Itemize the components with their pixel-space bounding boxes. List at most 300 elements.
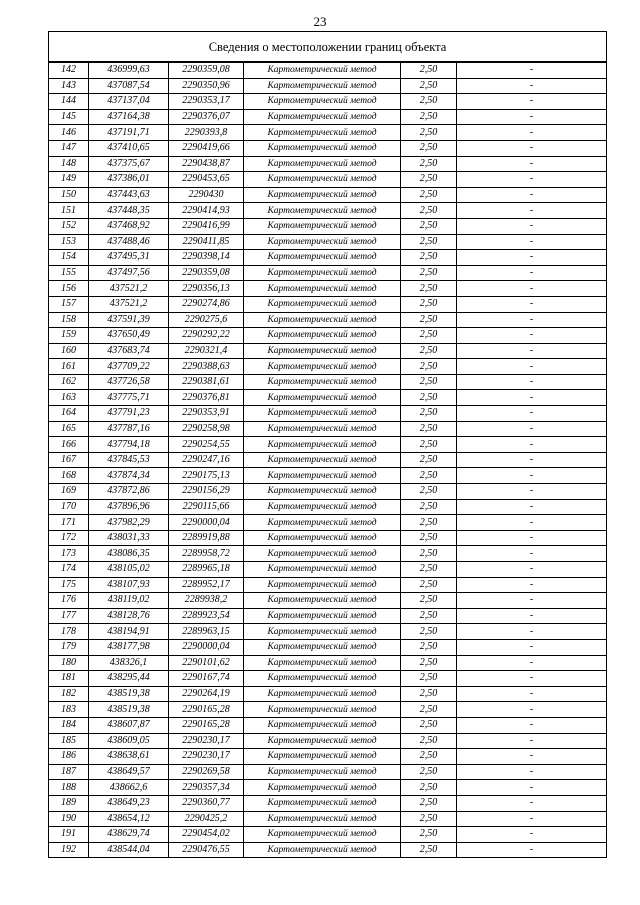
x-coordinate-cell: 437726,58 — [89, 374, 169, 390]
x-coordinate-cell: 437375,67 — [89, 156, 169, 172]
x-coordinate-cell: 438105,02 — [89, 562, 169, 578]
y-coordinate-cell: 2289958,72 — [169, 546, 244, 562]
accuracy-cell: 2,50 — [401, 764, 457, 780]
point-number-cell: 166 — [49, 437, 89, 453]
accuracy-cell: 2,50 — [401, 795, 457, 811]
y-coordinate-cell: 2290360,77 — [169, 795, 244, 811]
x-coordinate-cell: 437775,71 — [89, 390, 169, 406]
method-cell: Картометрический метод — [244, 312, 401, 328]
table-row — [49, 203, 607, 219]
description-cell: - — [457, 671, 607, 687]
table-row — [49, 281, 607, 297]
x-coordinate-cell: 437443,63 — [89, 187, 169, 203]
method-cell: Картометрический метод — [244, 437, 401, 453]
y-coordinate-cell: 2289965,18 — [169, 562, 244, 578]
method-cell: Картометрический метод — [244, 515, 401, 531]
table-row — [49, 359, 607, 375]
description-cell: - — [457, 62, 607, 78]
y-coordinate-cell: 2289952,17 — [169, 577, 244, 593]
boundary-coordinates-table — [48, 31, 607, 858]
accuracy-cell: 2,50 — [401, 250, 457, 266]
accuracy-cell: 2,50 — [401, 406, 457, 422]
accuracy-cell: 2,50 — [401, 686, 457, 702]
x-coordinate-cell: 438107,93 — [89, 577, 169, 593]
accuracy-cell: 2,50 — [401, 78, 457, 94]
y-coordinate-cell: 2290398,14 — [169, 250, 244, 266]
description-cell: - — [457, 842, 607, 858]
x-coordinate-cell: 437448,35 — [89, 203, 169, 219]
y-coordinate-cell: 2290356,13 — [169, 281, 244, 297]
table-row — [49, 234, 607, 250]
method-cell: Картометрический метод — [244, 577, 401, 593]
table-row — [49, 484, 607, 500]
table-row — [49, 749, 607, 765]
method-cell: Картометрический метод — [244, 717, 401, 733]
y-coordinate-cell: 2290274,86 — [169, 296, 244, 312]
point-number-cell: 157 — [49, 296, 89, 312]
y-coordinate-cell: 2290416,99 — [169, 218, 244, 234]
x-coordinate-cell: 438629,74 — [89, 827, 169, 843]
accuracy-cell: 2,50 — [401, 218, 457, 234]
point-number-cell: 168 — [49, 468, 89, 484]
accuracy-cell: 2,50 — [401, 593, 457, 609]
table-row — [49, 421, 607, 437]
description-cell: - — [457, 702, 607, 718]
method-cell: Картометрический метод — [244, 686, 401, 702]
y-coordinate-cell: 2290264,19 — [169, 686, 244, 702]
y-coordinate-cell: 2290425,2 — [169, 811, 244, 827]
y-coordinate-cell: 2290258,98 — [169, 421, 244, 437]
table-row — [49, 296, 607, 312]
description-cell: - — [457, 530, 607, 546]
table-row — [49, 62, 607, 78]
x-coordinate-cell: 438649,23 — [89, 795, 169, 811]
table-row — [49, 328, 607, 344]
point-number-cell: 189 — [49, 795, 89, 811]
point-number-cell: 167 — [49, 452, 89, 468]
point-number-cell: 191 — [49, 827, 89, 843]
point-number-cell: 184 — [49, 717, 89, 733]
x-coordinate-cell: 437874,34 — [89, 468, 169, 484]
description-cell: - — [457, 94, 607, 110]
table-row — [49, 764, 607, 780]
accuracy-cell: 2,50 — [401, 702, 457, 718]
point-number-cell: 153 — [49, 234, 89, 250]
method-cell: Картометрический метод — [244, 406, 401, 422]
description-cell: - — [457, 140, 607, 156]
point-number-cell: 148 — [49, 156, 89, 172]
x-coordinate-cell: 437191,71 — [89, 125, 169, 141]
method-cell: Картометрический метод — [244, 562, 401, 578]
y-coordinate-cell: 2290350,96 — [169, 78, 244, 94]
point-number-cell: 173 — [49, 546, 89, 562]
accuracy-cell: 2,50 — [401, 468, 457, 484]
accuracy-cell: 2,50 — [401, 187, 457, 203]
y-coordinate-cell: 2290353,17 — [169, 94, 244, 110]
point-number-cell: 188 — [49, 780, 89, 796]
x-coordinate-cell: 438295,44 — [89, 671, 169, 687]
description-cell: - — [457, 562, 607, 578]
table-row — [49, 842, 607, 858]
x-coordinate-cell: 437497,56 — [89, 265, 169, 281]
x-coordinate-cell: 437794,18 — [89, 437, 169, 453]
accuracy-cell: 2,50 — [401, 421, 457, 437]
x-coordinate-cell: 438544,04 — [89, 842, 169, 858]
point-number-cell: 159 — [49, 328, 89, 344]
x-coordinate-cell: 438086,35 — [89, 546, 169, 562]
x-coordinate-cell: 436999,63 — [89, 62, 169, 78]
description-cell: - — [457, 156, 607, 172]
accuracy-cell: 2,50 — [401, 780, 457, 796]
description-cell: - — [457, 109, 607, 125]
y-coordinate-cell: 2290376,07 — [169, 109, 244, 125]
accuracy-cell: 2,50 — [401, 562, 457, 578]
point-number-cell: 178 — [49, 624, 89, 640]
point-number-cell: 171 — [49, 515, 89, 531]
accuracy-cell: 2,50 — [401, 312, 457, 328]
table-row — [49, 515, 607, 531]
description-cell: - — [457, 717, 607, 733]
x-coordinate-cell: 437896,96 — [89, 499, 169, 515]
description-cell: - — [457, 172, 607, 188]
y-coordinate-cell: 2290000,04 — [169, 639, 244, 655]
description-cell: - — [457, 499, 607, 515]
table-row — [49, 343, 607, 359]
table-row — [49, 187, 607, 203]
y-coordinate-cell: 2290167,74 — [169, 671, 244, 687]
x-coordinate-cell: 438119,02 — [89, 593, 169, 609]
method-cell: Картометрический метод — [244, 811, 401, 827]
point-number-cell: 164 — [49, 406, 89, 422]
point-number-cell: 160 — [49, 343, 89, 359]
x-coordinate-cell: 437521,2 — [89, 281, 169, 297]
accuracy-cell: 2,50 — [401, 608, 457, 624]
accuracy-cell: 2,50 — [401, 140, 457, 156]
y-coordinate-cell: 2290165,28 — [169, 702, 244, 718]
y-coordinate-cell: 2290388,63 — [169, 359, 244, 375]
table-row — [49, 468, 607, 484]
x-coordinate-cell: 437495,31 — [89, 250, 169, 266]
table-row — [49, 109, 607, 125]
accuracy-cell: 2,50 — [401, 203, 457, 219]
y-coordinate-cell: 2290438,87 — [169, 156, 244, 172]
x-coordinate-cell: 438128,76 — [89, 608, 169, 624]
method-cell: Картометрический метод — [244, 468, 401, 484]
description-cell: - — [457, 593, 607, 609]
x-coordinate-cell: 438609,05 — [89, 733, 169, 749]
point-number-cell: 179 — [49, 639, 89, 655]
accuracy-cell: 2,50 — [401, 265, 457, 281]
description-cell: - — [457, 359, 607, 375]
point-number-cell: 176 — [49, 593, 89, 609]
x-coordinate-cell: 438654,12 — [89, 811, 169, 827]
accuracy-cell: 2,50 — [401, 328, 457, 344]
description-cell: - — [457, 811, 607, 827]
table-row — [49, 546, 607, 562]
y-coordinate-cell: 2290376,81 — [169, 390, 244, 406]
point-number-cell: 165 — [49, 421, 89, 437]
table-row — [49, 78, 607, 94]
y-coordinate-cell: 2290359,08 — [169, 265, 244, 281]
y-coordinate-cell: 2290275,6 — [169, 312, 244, 328]
description-cell: - — [457, 686, 607, 702]
description-cell: - — [457, 374, 607, 390]
point-number-cell: 169 — [49, 484, 89, 500]
point-number-cell: 187 — [49, 764, 89, 780]
point-number-cell: 147 — [49, 140, 89, 156]
table-row — [49, 686, 607, 702]
x-coordinate-cell: 437787,16 — [89, 421, 169, 437]
point-number-cell: 170 — [49, 499, 89, 515]
method-cell: Картометрический метод — [244, 452, 401, 468]
point-number-cell: 181 — [49, 671, 89, 687]
y-coordinate-cell: 2290454,02 — [169, 827, 244, 843]
description-cell: - — [457, 452, 607, 468]
table-row — [49, 437, 607, 453]
y-coordinate-cell: 2290292,22 — [169, 328, 244, 344]
table-row — [49, 406, 607, 422]
description-cell: - — [457, 624, 607, 640]
y-coordinate-cell: 2290269,58 — [169, 764, 244, 780]
x-coordinate-cell: 438519,38 — [89, 686, 169, 702]
method-cell: Картометрический метод — [244, 624, 401, 640]
description-cell: - — [457, 764, 607, 780]
method-cell: Картометрический метод — [244, 639, 401, 655]
method-cell: Картометрический метод — [244, 187, 401, 203]
accuracy-cell: 2,50 — [401, 281, 457, 297]
accuracy-cell: 2,50 — [401, 109, 457, 125]
accuracy-cell: 2,50 — [401, 530, 457, 546]
table-row — [49, 530, 607, 546]
y-coordinate-cell: 2290101,62 — [169, 655, 244, 671]
description-cell: - — [457, 406, 607, 422]
x-coordinate-cell: 437791,23 — [89, 406, 169, 422]
description-cell: - — [457, 421, 607, 437]
table-row — [49, 577, 607, 593]
accuracy-cell: 2,50 — [401, 515, 457, 531]
point-number-cell: 177 — [49, 608, 89, 624]
table-row — [49, 608, 607, 624]
method-cell: Картометрический метод — [244, 593, 401, 609]
x-coordinate-cell: 438177,98 — [89, 639, 169, 655]
table-row — [49, 94, 607, 110]
method-cell: Картометрический метод — [244, 250, 401, 266]
description-cell: - — [457, 749, 607, 765]
table-row — [49, 780, 607, 796]
table-row — [49, 593, 607, 609]
x-coordinate-cell: 437386,01 — [89, 172, 169, 188]
accuracy-cell: 2,50 — [401, 811, 457, 827]
method-cell: Картометрический метод — [244, 62, 401, 78]
method-cell: Картометрический метод — [244, 94, 401, 110]
point-number-cell: 163 — [49, 390, 89, 406]
method-cell: Картометрический метод — [244, 218, 401, 234]
accuracy-cell: 2,50 — [401, 374, 457, 390]
method-cell: Картометрический метод — [244, 156, 401, 172]
description-cell: - — [457, 608, 607, 624]
point-number-cell: 146 — [49, 125, 89, 141]
accuracy-cell: 2,50 — [401, 156, 457, 172]
accuracy-cell: 2,50 — [401, 62, 457, 78]
description-cell: - — [457, 827, 607, 843]
method-cell: Картометрический метод — [244, 655, 401, 671]
y-coordinate-cell: 2290381,61 — [169, 374, 244, 390]
x-coordinate-cell: 437137,04 — [89, 94, 169, 110]
accuracy-cell: 2,50 — [401, 484, 457, 500]
table-row — [49, 172, 607, 188]
description-cell: - — [457, 343, 607, 359]
table-row — [49, 390, 607, 406]
point-number-cell: 156 — [49, 281, 89, 297]
point-number-cell: 155 — [49, 265, 89, 281]
method-cell: Картометрический метод — [244, 608, 401, 624]
method-cell: Картометрический метод — [244, 328, 401, 344]
table-row — [49, 218, 607, 234]
point-number-cell: 182 — [49, 686, 89, 702]
method-cell: Картометрический метод — [244, 343, 401, 359]
point-number-cell: 192 — [49, 842, 89, 858]
y-coordinate-cell: 2290414,93 — [169, 203, 244, 219]
accuracy-cell: 2,50 — [401, 639, 457, 655]
point-number-cell: 145 — [49, 109, 89, 125]
description-cell: - — [457, 577, 607, 593]
table-row — [49, 624, 607, 640]
y-coordinate-cell: 2290230,17 — [169, 749, 244, 765]
x-coordinate-cell: 437591,39 — [89, 312, 169, 328]
table-row — [49, 639, 607, 655]
method-cell: Картометрический метод — [244, 109, 401, 125]
x-coordinate-cell: 437468,92 — [89, 218, 169, 234]
x-coordinate-cell: 438326,1 — [89, 655, 169, 671]
table-row — [49, 827, 607, 843]
table-row — [49, 312, 607, 328]
accuracy-cell: 2,50 — [401, 390, 457, 406]
x-coordinate-cell: 438031,33 — [89, 530, 169, 546]
y-coordinate-cell: 2289919,88 — [169, 530, 244, 546]
point-number-cell: 161 — [49, 359, 89, 375]
y-coordinate-cell: 2290419,66 — [169, 140, 244, 156]
y-coordinate-cell: 2290393,8 — [169, 125, 244, 141]
x-coordinate-cell: 437164,38 — [89, 109, 169, 125]
x-coordinate-cell: 438194,91 — [89, 624, 169, 640]
method-cell: Картометрический метод — [244, 374, 401, 390]
point-number-cell: 158 — [49, 312, 89, 328]
x-coordinate-cell: 437410,65 — [89, 140, 169, 156]
method-cell: Картометрический метод — [244, 234, 401, 250]
table-row — [49, 140, 607, 156]
point-number-cell: 149 — [49, 172, 89, 188]
y-coordinate-cell: 2290453,65 — [169, 172, 244, 188]
x-coordinate-cell: 437521,2 — [89, 296, 169, 312]
description-cell: - — [457, 639, 607, 655]
point-number-cell: 183 — [49, 702, 89, 718]
point-number-cell: 186 — [49, 749, 89, 765]
point-number-cell: 150 — [49, 187, 89, 203]
description-cell: - — [457, 187, 607, 203]
x-coordinate-cell: 437845,53 — [89, 452, 169, 468]
description-cell: - — [457, 312, 607, 328]
description-cell: - — [457, 218, 607, 234]
method-cell: Картометрический метод — [244, 764, 401, 780]
description-cell: - — [457, 328, 607, 344]
accuracy-cell: 2,50 — [401, 577, 457, 593]
y-coordinate-cell: 2290321,4 — [169, 343, 244, 359]
y-coordinate-cell: 2289923,54 — [169, 608, 244, 624]
x-coordinate-cell: 438662,6 — [89, 780, 169, 796]
accuracy-cell: 2,50 — [401, 437, 457, 453]
y-coordinate-cell: 2290430 — [169, 187, 244, 203]
table-row — [49, 671, 607, 687]
table-row — [49, 499, 607, 515]
method-cell: Картометрический метод — [244, 671, 401, 687]
table-title-row — [49, 32, 607, 63]
x-coordinate-cell: 438649,57 — [89, 764, 169, 780]
table-body — [49, 32, 607, 858]
y-coordinate-cell: 2290165,28 — [169, 717, 244, 733]
x-coordinate-cell: 437087,54 — [89, 78, 169, 94]
accuracy-cell: 2,50 — [401, 733, 457, 749]
description-cell: - — [457, 515, 607, 531]
accuracy-cell: 2,50 — [401, 499, 457, 515]
method-cell: Картометрический метод — [244, 795, 401, 811]
description-cell: - — [457, 203, 607, 219]
y-coordinate-cell: 2290156,29 — [169, 484, 244, 500]
accuracy-cell: 2,50 — [401, 94, 457, 110]
accuracy-cell: 2,50 — [401, 671, 457, 687]
method-cell: Картометрический метод — [244, 390, 401, 406]
y-coordinate-cell: 2290353,91 — [169, 406, 244, 422]
point-number-cell: 143 — [49, 78, 89, 94]
method-cell: Картометрический метод — [244, 733, 401, 749]
x-coordinate-cell: 438519,38 — [89, 702, 169, 718]
method-cell: Картометрический метод — [244, 265, 401, 281]
page-number: 23 — [313, 14, 327, 29]
accuracy-cell: 2,50 — [401, 827, 457, 843]
x-coordinate-cell: 437982,29 — [89, 515, 169, 531]
description-cell: - — [457, 390, 607, 406]
table-row — [49, 702, 607, 718]
description-cell: - — [457, 795, 607, 811]
accuracy-cell: 2,50 — [401, 546, 457, 562]
point-number-cell: 180 — [49, 655, 89, 671]
point-number-cell: 175 — [49, 577, 89, 593]
table-row — [49, 717, 607, 733]
table-row — [49, 733, 607, 749]
y-coordinate-cell: 2290247,16 — [169, 452, 244, 468]
table-row — [49, 374, 607, 390]
description-cell: - — [457, 468, 607, 484]
method-cell: Картометрический метод — [244, 546, 401, 562]
table-row — [49, 156, 607, 172]
method-cell: Картометрический метод — [244, 780, 401, 796]
accuracy-cell: 2,50 — [401, 359, 457, 375]
accuracy-cell: 2,50 — [401, 717, 457, 733]
point-number-cell: 151 — [49, 203, 89, 219]
accuracy-cell: 2,50 — [401, 749, 457, 765]
method-cell: Картометрический метод — [244, 842, 401, 858]
table-row — [49, 265, 607, 281]
method-cell: Картометрический метод — [244, 78, 401, 94]
point-number-cell: 162 — [49, 374, 89, 390]
accuracy-cell: 2,50 — [401, 842, 457, 858]
method-cell: Картометрический метод — [244, 203, 401, 219]
description-cell: - — [457, 780, 607, 796]
x-coordinate-cell: 437488,46 — [89, 234, 169, 250]
x-coordinate-cell: 438638,61 — [89, 749, 169, 765]
table-row — [49, 655, 607, 671]
accuracy-cell: 2,50 — [401, 343, 457, 359]
x-coordinate-cell: 437709,22 — [89, 359, 169, 375]
